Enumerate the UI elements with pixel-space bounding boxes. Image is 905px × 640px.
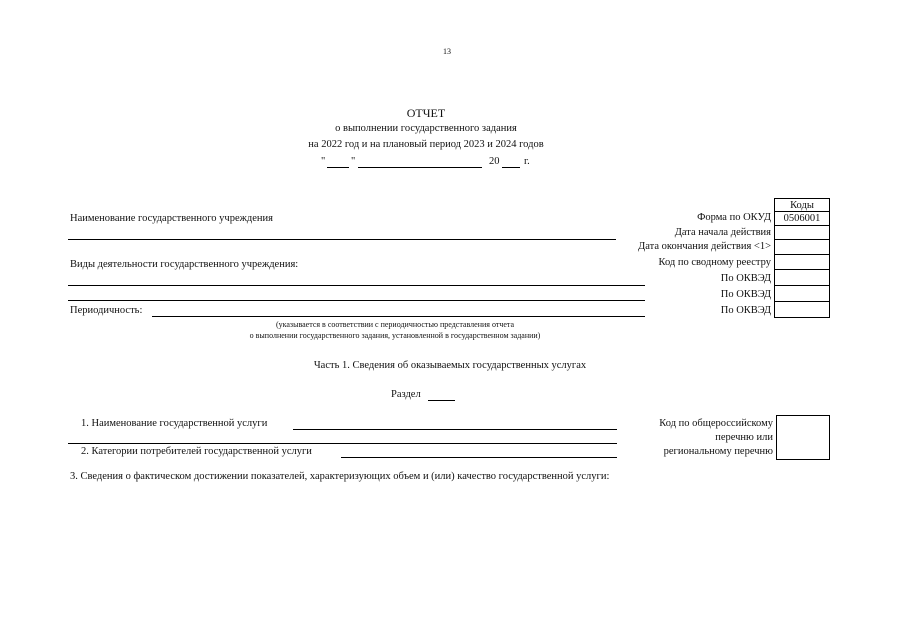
registry-code-cell[interactable]	[774, 254, 830, 270]
label-registry-code: Код по сводному реестру	[658, 257, 771, 268]
label-activity-types: Виды деятельности государственного учреждения:	[70, 259, 299, 270]
report-subtitle-1: о выполнении государственного задания	[335, 123, 517, 134]
start-date-cell[interactable]	[774, 225, 830, 240]
section-label: Раздел	[391, 389, 421, 400]
date-year-field[interactable]	[502, 167, 520, 168]
label-okved-1: По ОКВЭД	[720, 273, 771, 284]
label-periodicity: Периодичность:	[70, 305, 143, 316]
date-quote-open: "	[321, 156, 326, 167]
okud-code-cell[interactable]: 0506001	[774, 211, 830, 226]
section-number-field[interactable]	[428, 400, 455, 401]
date-month-field[interactable]	[358, 167, 482, 168]
consumers-label: 2. Категории потребителей государственной услуги	[81, 446, 312, 457]
service-name-label: 1. Наименование государственной услуги	[81, 418, 268, 429]
indicators-heading: 3. Сведения о фактическом достижении показателей, характеризующих объем и (или) качество государственной услуги:	[70, 471, 610, 482]
label-institution-name: Наименование государственного учреждения	[70, 213, 273, 224]
registry-code-label-2: перечню или	[715, 432, 773, 443]
codes-header: Коды	[774, 198, 830, 212]
page-number: 13	[443, 47, 451, 56]
date-year-suffix: г.	[524, 156, 530, 167]
activity-types-field-1[interactable]	[68, 285, 645, 286]
report-title: ОТЧЕТ	[406, 106, 446, 120]
institution-name-field[interactable]	[68, 239, 616, 240]
periodicity-note-1: (указывается в соответствии с периодичностью представления отчета	[275, 320, 515, 329]
registry-code-label-3: региональному перечню	[663, 446, 773, 457]
part-title: Часть 1. Сведения об оказываемых государственных услугах	[313, 360, 587, 371]
label-start-date: Дата начала действия	[674, 227, 771, 238]
okved-cell-1[interactable]	[774, 269, 830, 286]
report-subtitle-2: на 2022 год и на плановый период 2023 и 2024 годов	[308, 139, 544, 150]
date-quote-close: "	[351, 156, 356, 167]
consumers-field[interactable]	[341, 457, 617, 458]
label-form-okud: Форма по ОКУД	[697, 212, 771, 223]
registry-code-box[interactable]	[776, 415, 830, 460]
okved-cell-3[interactable]	[774, 301, 830, 318]
date-year-prefix: 20	[489, 156, 500, 167]
end-date-cell[interactable]	[774, 239, 830, 255]
okved-cell-2[interactable]	[774, 285, 830, 302]
activity-types-field-2[interactable]	[68, 300, 645, 301]
date-day-field[interactable]	[327, 167, 349, 168]
periodicity-note-2: о выполнении государственного задания, установленной в государственном задании)	[249, 331, 541, 340]
label-okved-3: По ОКВЭД	[720, 305, 771, 316]
service-name-field[interactable]	[293, 429, 617, 430]
registry-code-label-1: Код по общероссийскому	[659, 418, 773, 429]
label-end-date: Дата окончания действия <1>	[638, 241, 771, 252]
periodicity-field[interactable]	[152, 316, 645, 317]
service-name-field-2[interactable]	[68, 443, 617, 444]
label-okved-2: По ОКВЭД	[720, 289, 771, 300]
